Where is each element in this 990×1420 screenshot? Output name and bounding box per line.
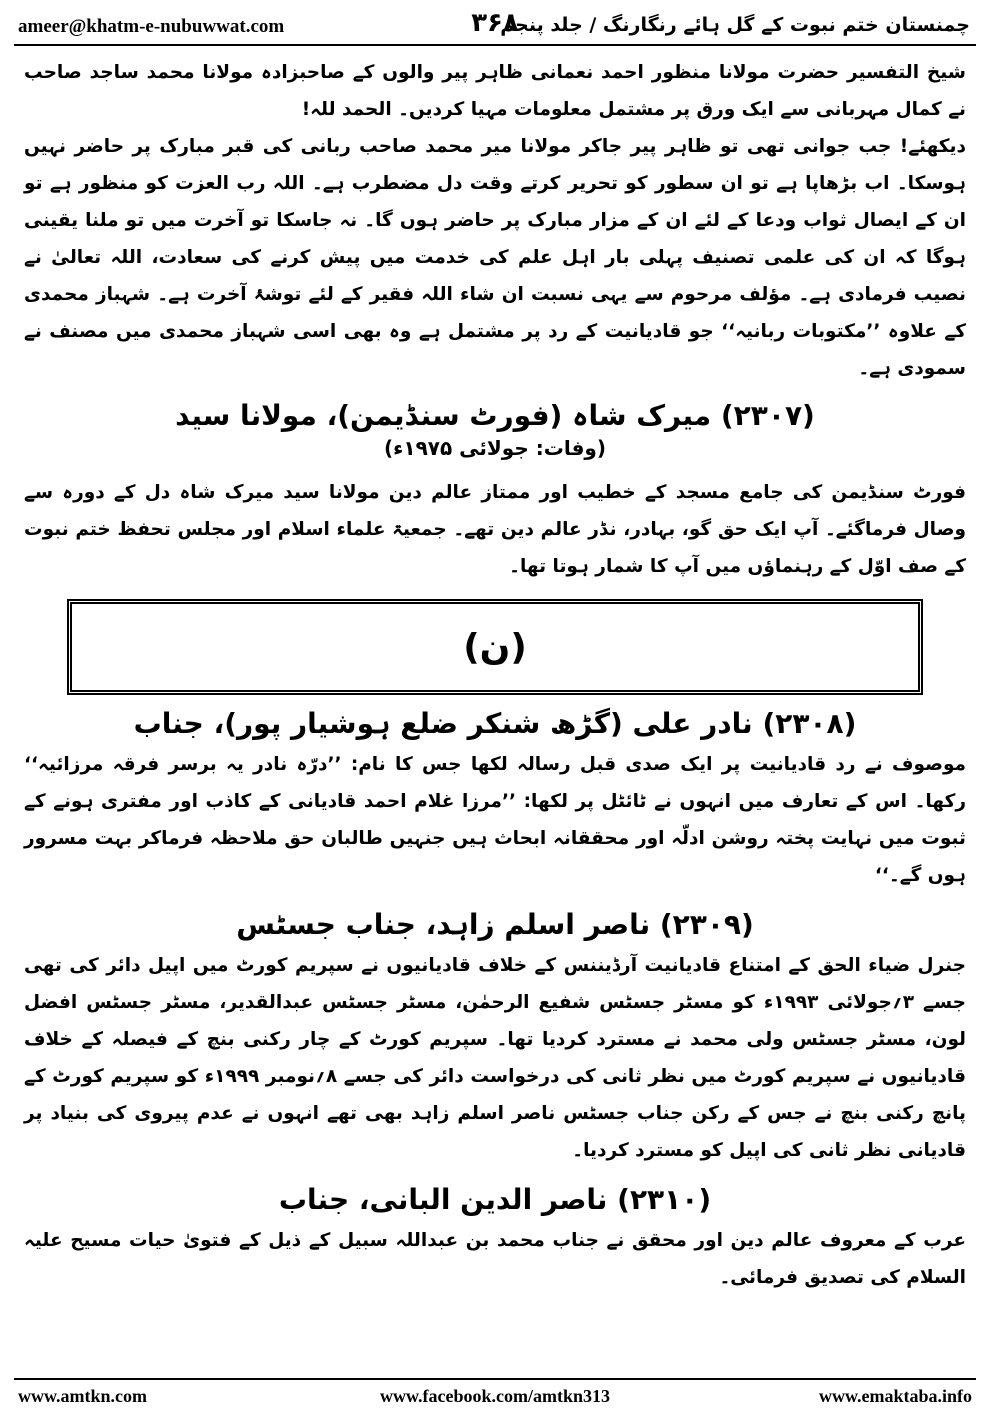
footer-link-emaktaba[interactable]: www.emaktaba.info [818, 1386, 972, 1406]
section-2307-heading: (۲۳۰۷) میرک شاہ (فورٹ سنڈیمن)، مولانا سید [175, 399, 815, 432]
section-2309-body: جنرل ضیاء الحق کے امتناع قادیانیت آرڈیننس کے خلاف قادیانیوں نے سپریم کورٹ میں اپیل دائر کی تھی جسے ۳؍جولائی ۱۹۹۳ء کو مسٹر جسٹس شفیع الرحمٰن، مسٹر جسٹس عبدالقدیر، مسٹر جسٹس افضل لون، مسٹر جسٹس ولی محمد نے مسترد کردیا تھا۔ سپریم کورٹ کے چار رکنی بنچ کے فیصلہ کے خلاف قادیانیوں نے سپریم کورٹ میں نظر ثانی کی درخواست دائر کی جسے ۸؍نومبر ۱۹۹۹ء کو سپریم کورٹ کے پانچ رکنی بنچ نے جس کے رکن جناب جسٹس ناصر اسلم زاہد بھی تھے انہوں نے عدم پیروی کی بنیاد پر قادیانی نظر ثانی کی اپیل کو مسترد کردیا۔ [24, 955, 966, 1161]
footer-rule [14, 1378, 976, 1380]
section-2308-body: موصوف نے رد قادیانیت پر ایک صدی قبل رسالہ لکھا جس کا نام: ’’درّہ نادر یہ برسر فرقہ مرزائیہ‘‘ رکھا۔ اس کے تعارف میں انہوں نے ٹائٹل پر لکھا: ’’مرزا غلام احمد قادیانی کے کاذب اور مفتری ہونے کے ثبوت میں نہایت پختہ روشن ادلّہ اور محققانہ ابحاث ہیں جنہیں طالبان حق ملاحظہ فرماکر بہت مسرور ہوں گے۔‘‘ [24, 754, 966, 886]
letter-section-box [67, 599, 923, 695]
intro-paragraph-2: دیکھئے! جب جوانی تھی تو ظاہر پیر جاکر مولانا میر محمد صاحب ربانی کی قبر مبارک پر حاضر نہیں ہوسکا۔ اب بڑھاپا ہے تو ان سطور کو تحریر کرتے وقت دل مضطرب ہے۔ اللہ رب العزت کو منظور ہے تو ان کے ایصال ثواب ودعا کے لئے ان کے مزار مبارک پر حاضر ہوں گا۔ نہ جاسکا تو آخرت میں تو ملنا یقینی ہوگا کہ ان کی علمی تصنیف پہلی بار اہل علم کی خدمت میں پیش کرنے کی سعادت، اللہ تعالیٰ نے نصیب فرمادی ہے۔ مؤلف مرحوم سے یہی نسبت ان شاء اللہ فقیر کے لئے توشۂ آخرت ہے۔ شہباز محمدی کے علاوہ ’’مکتوبات ربانیہ‘‘ جو قادیانیت کے رد پر مشتمل ہے وہ بھی اسی شہباز محمدی میں مصنف نے سمودی ہے۔ [24, 136, 966, 379]
section-2310-heading: (۲۳۱۰) ناصر الدین البانی، جناب [278, 1183, 712, 1216]
section-2310-body: عرب کے معروف عالم دین اور محقق نے جناب محمد بن عبداللہ سبیل کے ذیل کے فتویٰ حیات مسیح علیہ السلام کی تصدیق فرمائی۔ [24, 1230, 966, 1288]
section-2308-heading: (۲۳۰۸) نادر علی (گڑھ شنکر ضلع ہوشیار پور)، جناب [133, 707, 857, 740]
footer-link-amtkn[interactable]: www.amtkn.com [18, 1386, 147, 1406]
header-email[interactable]: ameer@khatm-e-nubuwwat.com [18, 16, 285, 37]
footer-link-facebook[interactable]: www.facebook.com/amtkn313 [380, 1386, 610, 1406]
page-header [14, 8, 976, 44]
page-number: ۳۶۸ [471, 8, 519, 38]
page-content [14, 54, 976, 1296]
section-2307-body: فورٹ سنڈیمن کی جامع مسجد کے خطیب اور ممتاز عالم دین مولانا سید میرک شاہ دل کے دورہ سے وصال فرماگئے۔ آپ ایک حق گو، بہادر، نڈر عالم دین تھے۔ جمعیۃ علماء اسلام اور مجلس تحفظ ختم نبوت کے صف اوّل کے رہنماؤں میں آپ کا شمار ہوتا تھا۔ [24, 482, 966, 577]
header-rule [14, 44, 976, 46]
intro-paragraph-1: شیخ التفسیر حضرت مولانا منظور احمد نعمانی ظاہر پیر والوں کے صاحبزادہ مولانا محمد ساجد صاحب نے کمال مہربانی سے ایک ورق پر مشتمل معلومات مہیا کردیں۔ الحمد للہ! [24, 62, 966, 120]
section-2307-death-date: (وفات: جولائی ۱۹۷۵ء) [384, 436, 606, 460]
book-title: چمنستان ختم نبوت کے گل ہائے رنگارنگ / جلد پنجم [500, 14, 970, 36]
page-footer [14, 1382, 976, 1410]
letter-section-label: (ن) [463, 626, 527, 668]
section-2309-heading: (۲۳۰۹) ناصر اسلم زاہد، جناب جسٹس [236, 908, 754, 941]
